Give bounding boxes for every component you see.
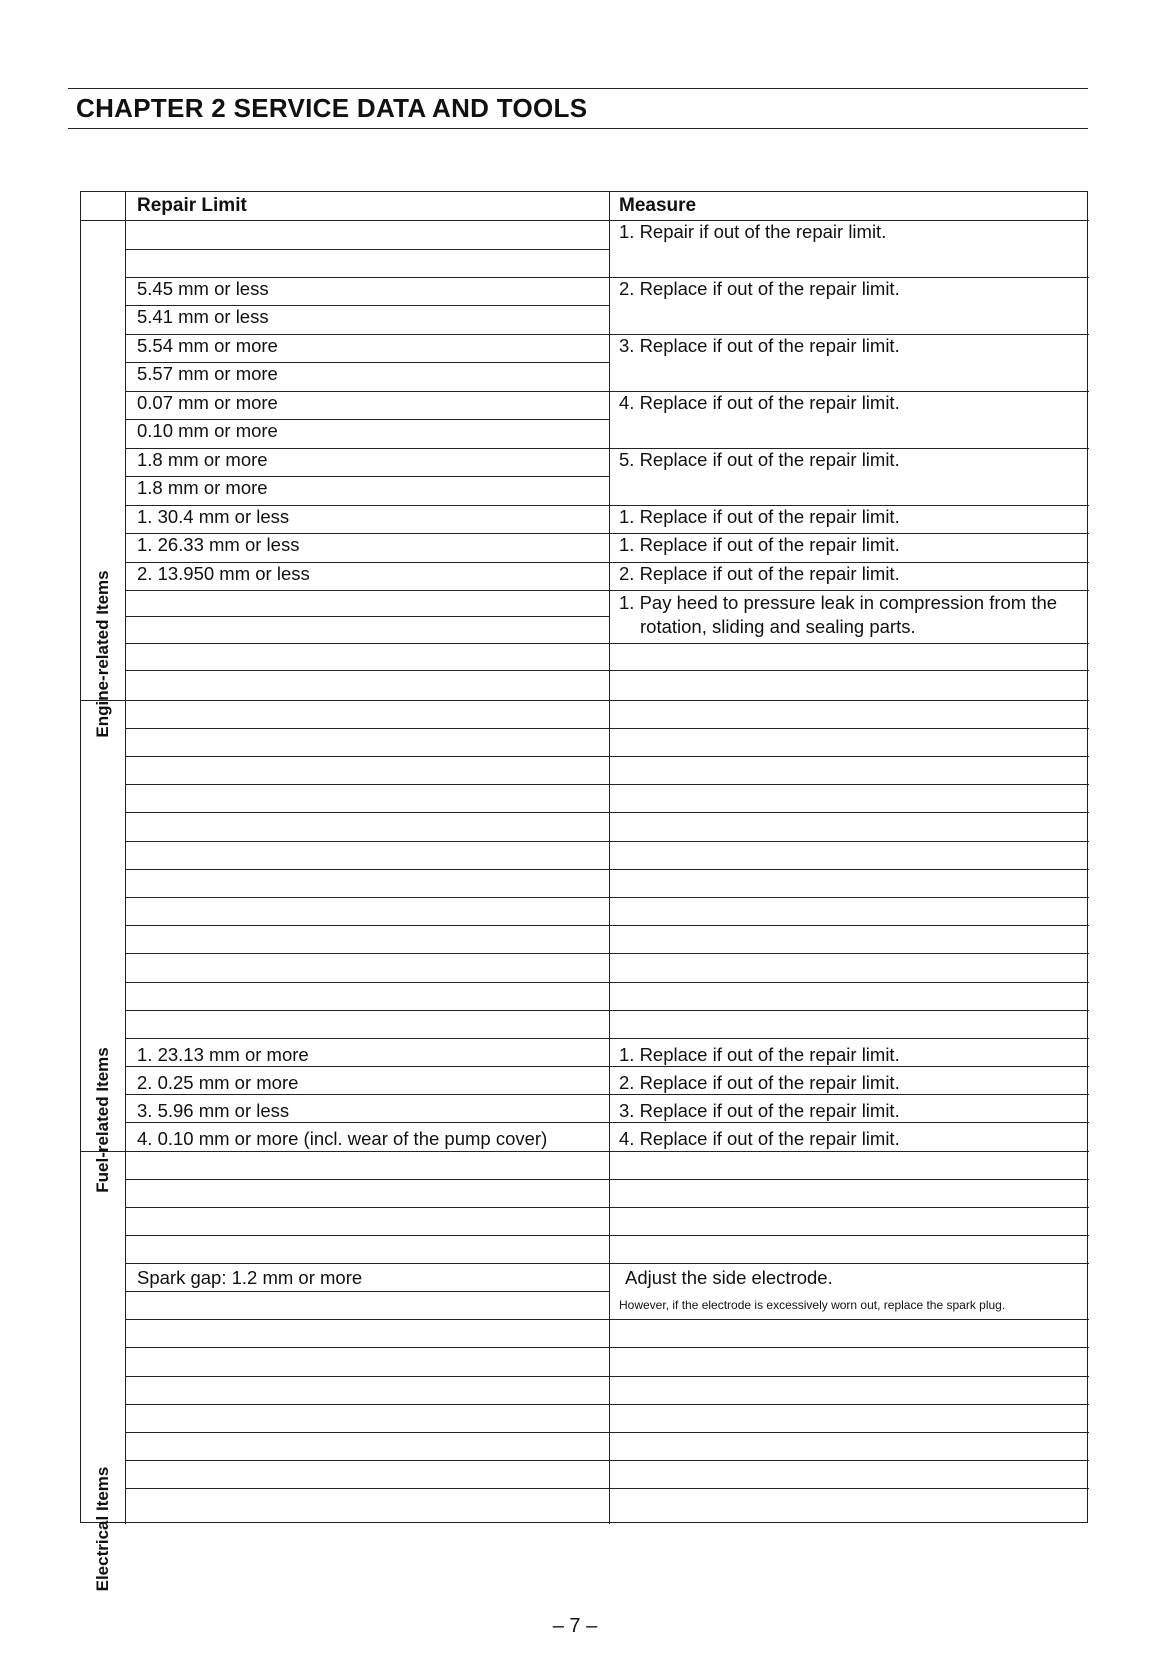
repair-limit-cell: 1. 30.4 mm or less [137, 506, 290, 527]
table-grid-line [609, 1122, 1089, 1123]
table-grid-line [609, 391, 1089, 392]
page-number: – 7 – [552, 1615, 598, 1637]
table-grid-line [609, 505, 1089, 506]
table-grid-line [609, 841, 1089, 842]
section-label-fuel: Fuel-related Items [93, 1047, 112, 1193]
table-grid-line [125, 249, 609, 250]
table-grid-line [125, 756, 609, 757]
repair-limit-cell: 1. 26.33 mm or less [137, 534, 300, 555]
table-grid-line [125, 953, 609, 954]
table-grid-line [125, 562, 609, 563]
measure-cell: 2. Replace if out of the repair limit. [619, 278, 900, 299]
table-grid-line [609, 1094, 1089, 1095]
table-grid-line [609, 982, 1089, 983]
table-grid-line [609, 897, 1089, 898]
table-grid-line [125, 590, 609, 591]
table-grid-line [125, 670, 609, 671]
column-header-measure: Measure [619, 195, 697, 216]
table-grid-line [609, 1404, 1089, 1405]
table-grid-line [609, 812, 1089, 813]
measure-cell: 4. Replace if out of the repair limit. [619, 1128, 900, 1149]
table-grid-line [609, 728, 1089, 729]
table-grid-line [125, 982, 609, 983]
table-grid-line [609, 1376, 1089, 1377]
table-grid-line [609, 643, 1089, 644]
table-grid-line [125, 1010, 609, 1011]
table-grid-line [125, 1404, 609, 1405]
table-grid-line [609, 1432, 1089, 1433]
table-grid-line [609, 756, 1089, 757]
measure-cell: 1. Pay heed to pressure leak in compression from the rotation, sliding and sealing parts. [619, 592, 1058, 637]
repair-limit-cell: 0.07 mm or more [137, 392, 278, 413]
measure-cell: 5. Replace if out of the repair limit. [619, 449, 900, 470]
header-rule-bottom [68, 128, 1088, 129]
repair-limit-cell: 4. 0.10 mm or more (incl. wear of the pump cover) [137, 1128, 548, 1149]
table-grid-line [125, 812, 609, 813]
repair-limit-cell: 5.54 mm or more [137, 335, 278, 356]
measure-cell: 1. Repair if out of the repair limit. [619, 221, 887, 242]
measure-cell: 1. Replace if out of the repair limit. [619, 506, 900, 527]
table-grid-line [125, 869, 609, 870]
table-grid-line [609, 334, 1089, 335]
table-grid-line [609, 1319, 1089, 1320]
table-grid-line [609, 1010, 1089, 1011]
table-grid-line [81, 220, 1089, 221]
table-grid-line [125, 1291, 609, 1292]
table-grid-line [125, 1122, 609, 1123]
table-grid-line [125, 1207, 609, 1208]
table-grid-line [125, 277, 609, 278]
table-grid-line [609, 1347, 1089, 1348]
table-grid-line [609, 1460, 1089, 1461]
table-grid-line [125, 1263, 609, 1264]
repair-limit-cell: 5.41 mm or less [137, 306, 269, 327]
table-grid-line [125, 616, 609, 617]
table-grid-line [609, 1038, 1089, 1039]
table-grid-line [609, 953, 1089, 954]
table-grid-line [609, 1066, 1089, 1067]
service-data-table [80, 191, 1088, 1592]
repair-limit-cell: 1.8 mm or more [137, 449, 268, 470]
table-grid-line [125, 448, 609, 449]
repair-limit-cell: 2. 0.25 mm or more [137, 1072, 299, 1093]
repair-limit-cell: 2. 13.950 mm or less [137, 563, 310, 584]
repair-limit-cell: 1. 23.13 mm or more [137, 1044, 309, 1065]
section-label-electrical: Electrical Items [93, 1466, 112, 1592]
measure-cell: 4. Replace if out of the repair limit. [619, 392, 900, 413]
repair-limit-cell: 0.10 mm or more [137, 420, 278, 441]
repair-limit-cell: 3. 5.96 mm or less [137, 1100, 290, 1121]
table-grid-line [125, 1038, 609, 1039]
chapter-title: CHAPTER 2 SERVICE DATA AND TOOLS [76, 93, 588, 123]
section-label-engine: Engine-related Items [93, 570, 112, 738]
measure-cell: Adjust the side electrode. [625, 1267, 833, 1288]
table-grid-line [125, 476, 609, 477]
table-grid-line [125, 1376, 609, 1377]
table-grid-line [609, 277, 1089, 278]
repair-limit-cell: Spark gap: 1.2 mm or more [137, 1267, 363, 1288]
measure-cell: 3. Replace if out of the repair limit. [619, 335, 900, 356]
table-grid-line [609, 533, 1089, 534]
table-grid-line [125, 533, 609, 534]
table-grid-line [125, 1460, 609, 1461]
table-grid-line [125, 1347, 609, 1348]
table-grid-line [125, 1179, 609, 1180]
table-grid-line [81, 700, 1089, 701]
table-grid-line [125, 362, 609, 363]
table-grid-line [125, 505, 609, 506]
table-grid-line [609, 448, 1089, 449]
table-grid-line [125, 1488, 609, 1489]
table-grid-line [125, 391, 609, 392]
measure-note: However, if the electrode is excessively worn out, replace the spark plug. [619, 1298, 1006, 1312]
table-grid-line [81, 1151, 1089, 1152]
table-grid-line [125, 728, 609, 729]
table-grid-line [125, 784, 609, 785]
header-rule-top [68, 88, 1088, 89]
measure-cell: 2. Replace if out of the repair limit. [619, 563, 900, 584]
column-header-repair-limit: Repair Limit [137, 195, 247, 216]
table-grid-line [609, 590, 1089, 591]
table-grid-line [609, 1235, 1089, 1236]
measure-cell: 3. Replace if out of the repair limit. [619, 1100, 900, 1121]
table-grid-line [609, 925, 1089, 926]
table-grid-line [609, 1179, 1089, 1180]
table-grid-line [125, 1066, 609, 1067]
table-grid-line [609, 869, 1089, 870]
table-grid-line [609, 1488, 1089, 1489]
repair-limit-cell: 5.45 mm or less [137, 278, 269, 299]
table-grid-line [125, 1432, 609, 1433]
table-grid-line [609, 784, 1089, 785]
measure-cell: 1. Replace if out of the repair limit. [619, 1044, 900, 1065]
table-grid-line [125, 334, 609, 335]
table-grid-line [125, 643, 609, 644]
repair-limit-cell: 1.8 mm or more [137, 477, 268, 498]
table-grid-line [125, 1319, 609, 1320]
table-grid-line [125, 925, 609, 926]
table-grid-line [609, 1207, 1089, 1208]
table-grid-line [609, 670, 1089, 671]
table-grid-line [125, 897, 609, 898]
measure-cell: 2. Replace if out of the repair limit. [619, 1072, 900, 1093]
table-grid-line [125, 1235, 609, 1236]
table-grid-line [125, 841, 609, 842]
table-grid-line [609, 562, 1089, 563]
table-grid-line [125, 305, 609, 306]
table-grid-line [609, 1263, 1089, 1264]
table-grid-line [125, 419, 609, 420]
repair-limit-cell: 5.57 mm or more [137, 363, 278, 384]
table-grid-line [125, 1094, 609, 1095]
measure-cell: 1. Replace if out of the repair limit. [619, 534, 900, 555]
